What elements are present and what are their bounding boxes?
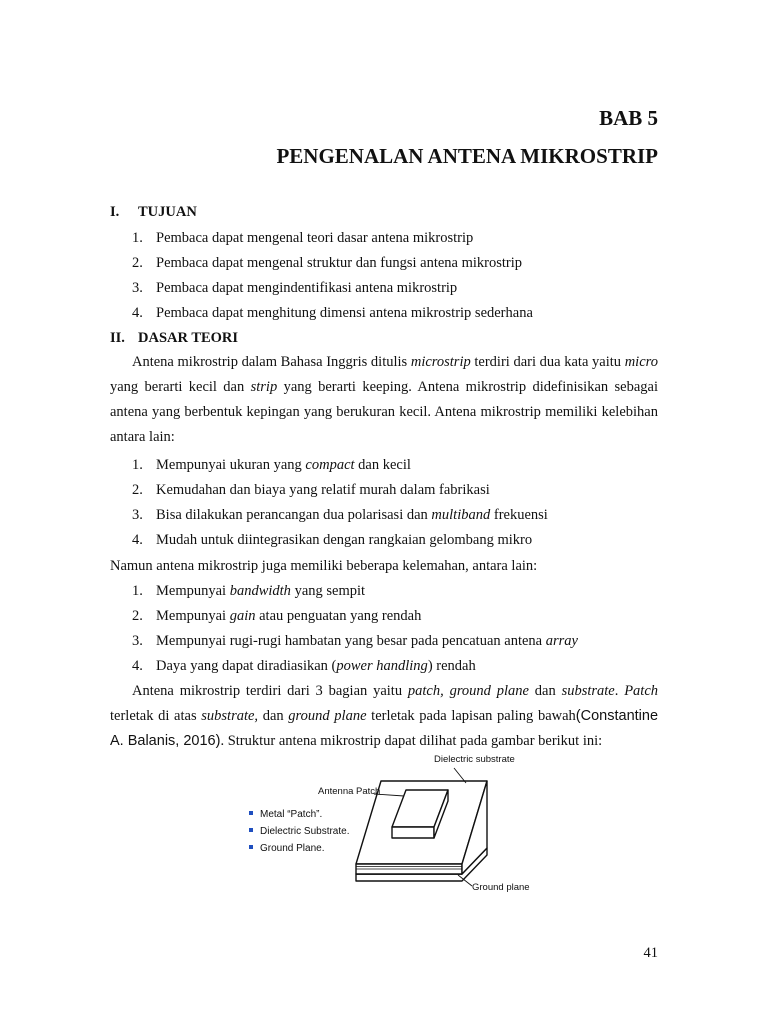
label-antenna-patch: Antenna Patch	[318, 786, 381, 797]
page-number: 41	[643, 945, 658, 961]
legend-item: Metal “Patch”.	[260, 809, 323, 820]
legend-item: Dielectric Substrate.	[260, 826, 350, 837]
label-dielectric-substrate: Dielectric substrate	[434, 754, 515, 765]
chapter-number: BAB 5	[599, 106, 658, 130]
section-title: DASAR TEORI	[138, 330, 239, 346]
section-heading-dasar-teori	[110, 330, 238, 347]
paragraph-weakness-intro: Namun antena mikrostrip juga memiliki beberapa kelemahan, antara lain:	[110, 558, 538, 574]
list-item: 1. Mempunyai bandwidth yang sempit	[132, 583, 366, 599]
list-item: 1. Pembaca dapat mengenal teori dasar antena mikrostrip	[132, 230, 474, 246]
bullet-square-icon	[249, 828, 253, 832]
list-item: 4. Mudah untuk diintegrasikan dengan rangkaian gelombang mikro	[132, 532, 533, 548]
section-numeral: I.	[110, 204, 120, 220]
citation: (Constantine A. Balanis, 2016)	[110, 708, 659, 749]
paragraph-structure: Antena mikrostrip terdiri dari 3 bagian yaitu patch, ground plane dan substrate. Patch terletak di atas substrate, dan ground plane terletak pada lapisan paling bawah(Constantine A. Balanis, 2016). Struktur antena mikrostrip dapat dilihat pada gambar berikut ini:	[110, 683, 659, 749]
label-ground-plane: Ground plane	[472, 882, 530, 893]
chapter-title: PENGENALAN ANTENA MIKROSTRIP	[276, 144, 658, 168]
list-item: 2. Mempunyai gain atau penguatan yang rendah	[132, 608, 422, 624]
list-item: 4. Daya yang dapat diradiasikan (power handling) rendah	[132, 658, 476, 674]
list-item: 2. Kemudahan dan biaya yang relatif murah dalam fabrikasi	[132, 482, 490, 498]
list-item: 1. Mempunyai ukuran yang compact dan kecil	[132, 457, 411, 473]
antenna-structure-figure	[244, 752, 530, 904]
section-numeral: II.	[110, 330, 125, 346]
section-title: TUJUAN	[138, 204, 197, 220]
list-item: 3. Bisa dilakukan perancangan dua polarisasi dan multiband frekuensi	[132, 507, 548, 523]
list-item: 2. Pembaca dapat mengenal struktur dan fungsi antena mikrostrip	[132, 255, 523, 271]
list-item: 3. Pembaca dapat mengindentifikasi antena mikrostrip	[132, 280, 458, 296]
bullet-square-icon	[249, 811, 253, 815]
paragraph-intro: Antena mikrostrip dalam Bahasa Inggris ditulis microstrip terdiri dari dua kata yaitu micro yang berarti kecil dan strip yang berarti keeping. Antena mikrostrip didefinisikan sebagai antena yang berbentuk kepingan yang berukuran kecil. Antena mikrostrip memiliki kelebihan antara lain:	[110, 354, 658, 445]
legend-item: Ground Plane.	[260, 843, 325, 854]
list-item: 4. Pembaca dapat menghitung dimensi antena mikrostrip sederhana	[132, 305, 533, 321]
list-item: 3. Mempunyai rugi-rugi hambatan yang besar pada pencatuan antena array	[132, 633, 578, 649]
bullet-square-icon	[249, 845, 253, 849]
section-heading-tujuan	[110, 204, 197, 221]
